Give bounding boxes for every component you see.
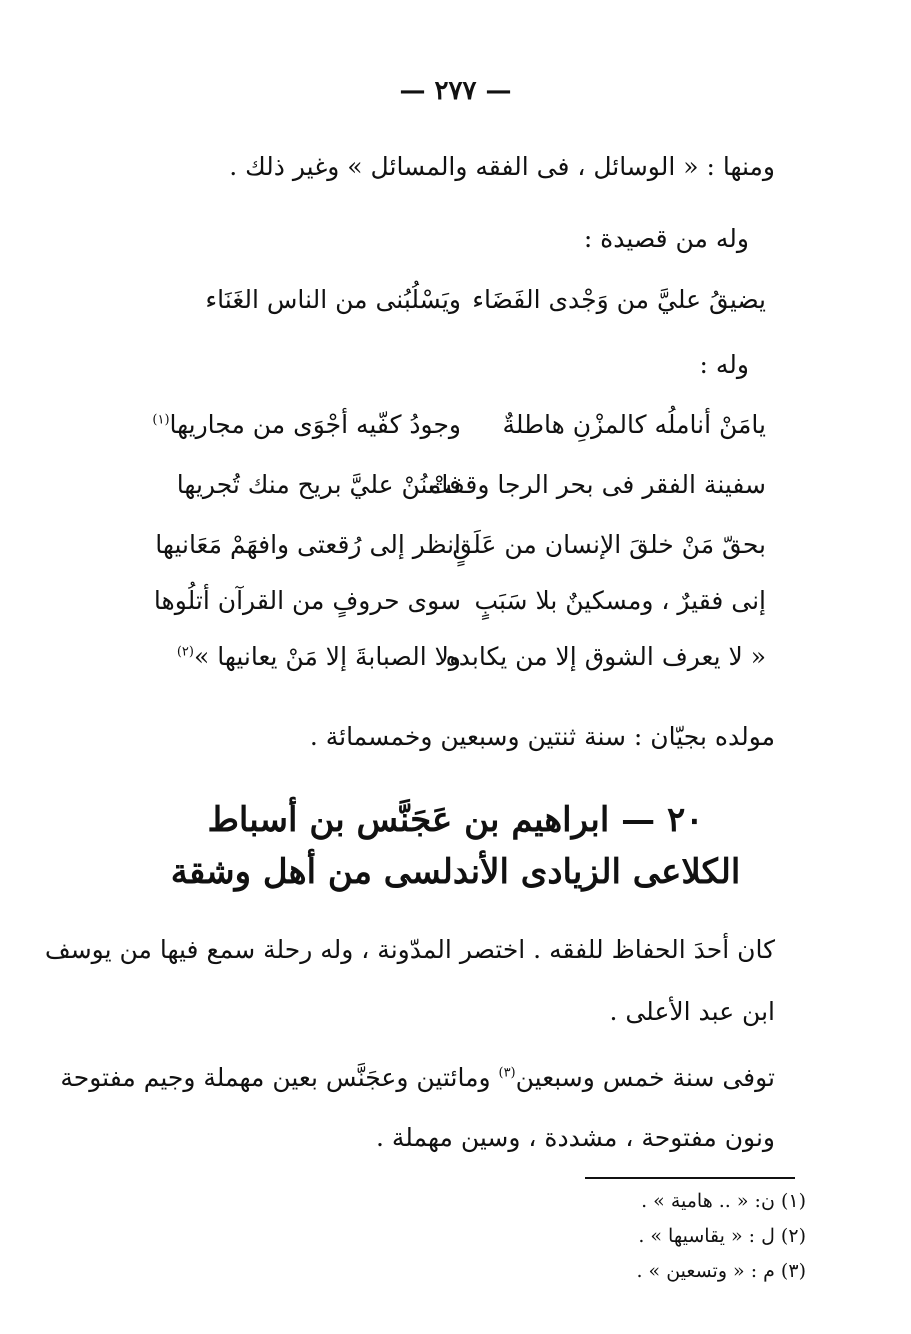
page-number: — ٢٧٧ — bbox=[399, 76, 512, 106]
verse-3-left: انظر إلى رُقعتى وافهَمْ مَعَانيها bbox=[155, 530, 461, 559]
footnote-marker: (٣) bbox=[498, 1065, 516, 1081]
para1-line1: كان أحدَ الحفاظ للفقه . اختصر المدّونة ، وله رحلة سمع فيها من يوسف bbox=[44, 935, 775, 964]
verse-4-right: إنى فقيرٌ ، ومسكينٌ بلا سَبَبٍ bbox=[474, 586, 766, 615]
footnote-3: (٣) م : « وتسعين » . bbox=[636, 1260, 806, 1282]
footnote-rule bbox=[585, 1177, 795, 1179]
entry-heading-line1: ٢٠ — ابراهيم بن عَجَنَّس بن أسباط bbox=[207, 800, 704, 840]
verse-3-right: بحقّ مَنْ خلقَ الإنسان من عَلَقٍ bbox=[452, 530, 766, 559]
verse-5-right: « لا يعرف الشوق إلا من يكابده bbox=[445, 642, 766, 671]
birth-line: مولده بجيّان : سنة ثنتين وسبعين وخمسمائة . bbox=[309, 722, 775, 751]
footnote-1: (١) ن: « .. هامية » . bbox=[641, 1190, 806, 1212]
works-line: ومنها : « الوسائل ، فى الفقه والمسائل » وغير ذلك . bbox=[229, 152, 775, 181]
verse-2-right: سفينة الفقر فى بحر الرجا وقفتْ bbox=[428, 470, 766, 499]
verse-4-left: سوى حروفٍ من القرآن أتلُوها bbox=[153, 586, 461, 615]
verse-5-left: ولا الصبابةَ إلا مَنْ يعانيها »$^{(٢)}$ bbox=[176, 642, 461, 671]
verse-1-left: وجودُ كفّيه أجْوَى من مجاريها$^{(١)}$ bbox=[152, 410, 461, 439]
para1-line2: ابن عبد الأعلى . bbox=[609, 997, 775, 1026]
footnote-marker: (٢) bbox=[176, 644, 194, 660]
para2-line2: ونون مفتوحة ، مشددة ، وسين مهملة . bbox=[375, 1123, 775, 1152]
verse-1-right: يامَنْ أناملُه كالمزْنِ هاطلةٌ bbox=[502, 410, 766, 439]
para2-line1: توفى سنة خمس وسبعين$^{(٣)}$ ومائتين وعجَنَّس بعين مهملة وجيم مفتوحة bbox=[60, 1063, 775, 1092]
footnote-marker: (١) bbox=[152, 412, 170, 428]
entry-heading-line2: الكلاعى الزيادى الأندلسى من أهل وشقة bbox=[170, 852, 741, 892]
verse-2-left: فامنُنْ عليَّ بريح منك تُجريها bbox=[176, 470, 461, 499]
poem1-intro: وله من قصيدة : bbox=[583, 224, 749, 253]
hemistich-left: ويَسْلُبُنى من الناس الغَنَاء bbox=[205, 285, 461, 314]
hemistich-right: يضيقُ عليَّ من وَجْدى الفَضَاء bbox=[472, 285, 766, 314]
poem2-intro: وله : bbox=[699, 350, 749, 379]
footnote-2: (٢) ل : « يقاسيها » . bbox=[638, 1225, 806, 1247]
